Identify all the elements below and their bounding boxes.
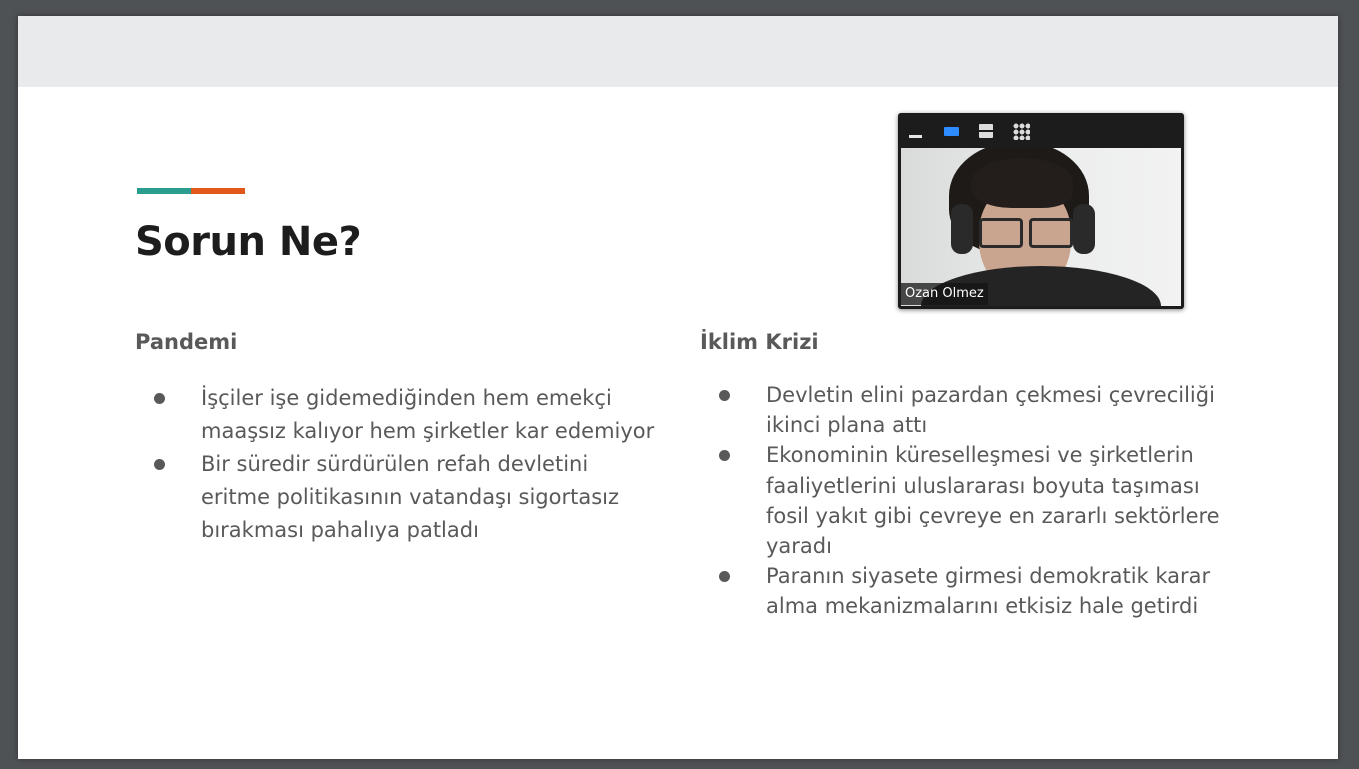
list-item [135,382,655,448]
list-item [700,440,1240,561]
glasses-icon [979,218,1023,248]
bullet-dot-icon [154,393,165,404]
title-accent-teal [137,188,191,194]
glasses-icon [1029,218,1073,248]
bullet-dot-icon [719,571,730,582]
right-column-heading: İklim Krizi [700,330,819,354]
list-item [700,380,1240,440]
headphones-icon [1073,204,1095,254]
video-toolbar [898,113,1184,147]
list-item [700,561,1240,621]
list-item [135,448,655,547]
slide-title: Sorun Ne? [135,219,362,265]
strip-view-icon[interactable] [974,119,998,143]
list-item-text: Bir süredir sürdürülen refah devletini eritme politikasının vatandaşı sigortasız bırakması pahalıya patladı [201,452,620,542]
list-item-text: İşçiler işe gidemediğinden hem emekçi maaşsız kalıyor hem şirketler kar edemiyor [201,386,655,443]
minimize-icon[interactable] [903,119,927,143]
speaker-view-icon[interactable] [939,119,963,143]
list-item-text: Devletin elini pazardan çekmesi çevreciliği ikinci plana attı [766,383,1215,438]
right-bullet-list [700,380,1240,622]
participant-fringe [971,158,1073,208]
gallery-view-icon[interactable] [1009,119,1033,143]
list-item-text: Paranın siyasete girmesi demokratik karar alma mekanizmalarını etkisiz hale getirdi [766,564,1211,619]
slide-header-band [18,16,1338,87]
bullet-dot-icon [154,459,165,470]
title-accent-orange [191,188,245,194]
left-column-heading: Pandemi [135,330,238,354]
headphones-icon [951,204,973,254]
list-item-text: Ekonominin küreselleşmesi ve şirketlerin faaliyetlerini uluslararası boyuta taşıması fosil yakıt gibi çevreye en zararlı sektörlere yaradı [766,443,1220,559]
bullet-dot-icon [719,450,730,461]
video-panel[interactable] [898,113,1184,309]
bullet-dot-icon [719,390,730,401]
left-bullet-list [135,382,655,547]
participant-name-label: Ozan Olmez [901,283,988,305]
